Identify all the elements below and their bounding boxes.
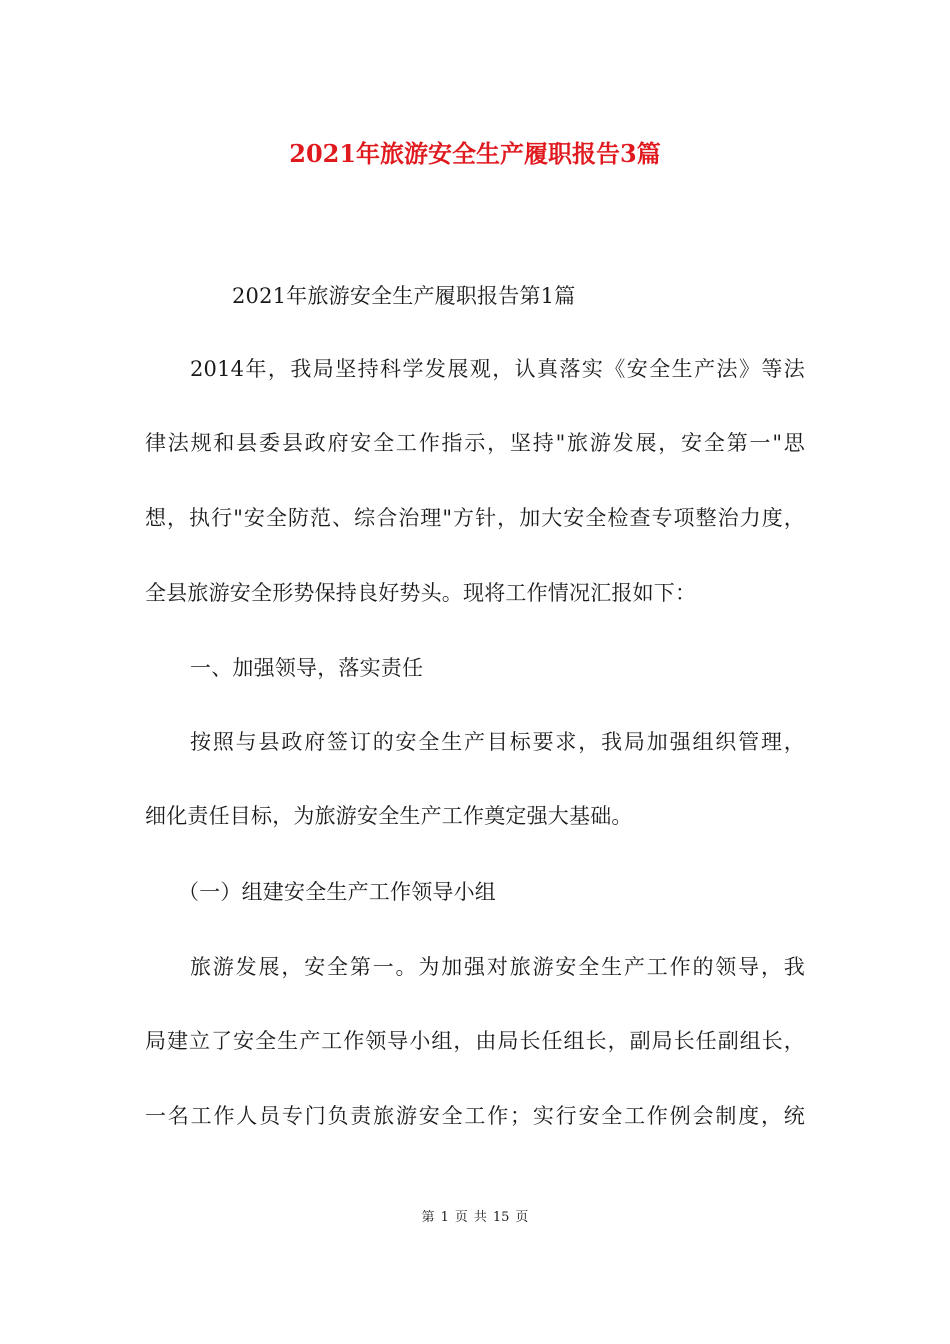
footer-total-label: 共 [473, 1210, 487, 1225]
paragraph-line: 按照与县政府签订的安全生产目标要求，我局加强组织管理， [190, 730, 805, 754]
total-pages-number: 15 [492, 1210, 510, 1225]
paragraph-line: 律法规和县委县政府安全工作指示，坚持"旅游发展，安全第一"思 [145, 431, 805, 455]
paragraph-line: 旅游发展，安全第一。为加强对旅游安全生产工作的领导，我 [190, 955, 805, 979]
subheading: 一、加强领导，落实责任 [190, 656, 424, 680]
paragraph-line: 想，执行"安全防范、综合治理"方针，加大安全检查专项整治力度， [145, 506, 805, 530]
paragraph-line: 2014年，我局坚持科学发展观，认真落实《安全生产法》等法 [190, 357, 805, 381]
footer-prefix: 第 [421, 1210, 435, 1225]
document-title: 2021年旅游安全生产履职报告3篇 [289, 139, 661, 168]
footer-page-label: 页 [454, 1210, 468, 1225]
section-heading: 2021年旅游安全生产履职报告第1篇 [232, 284, 576, 308]
paragraph-line: 全县旅游安全形势保持良好势头。现将工作情况汇报如下： [145, 581, 697, 605]
page-footer [0, 1209, 950, 1227]
paragraph-line: 局建立了安全生产工作领导小组，由局长任组长，副局长任副组长， [145, 1029, 805, 1053]
paragraph-line: 一名工作人员专门负责旅游安全工作；实行安全工作例会制度，统 [145, 1104, 805, 1128]
footer-suffix: 页 [515, 1210, 529, 1225]
paragraph-line: 细化责任目标，为旅游安全生产工作奠定强大基础。 [145, 804, 633, 828]
subheading: （一）组建安全生产工作领导小组 [178, 880, 496, 904]
current-page-number: 1 [440, 1210, 449, 1225]
